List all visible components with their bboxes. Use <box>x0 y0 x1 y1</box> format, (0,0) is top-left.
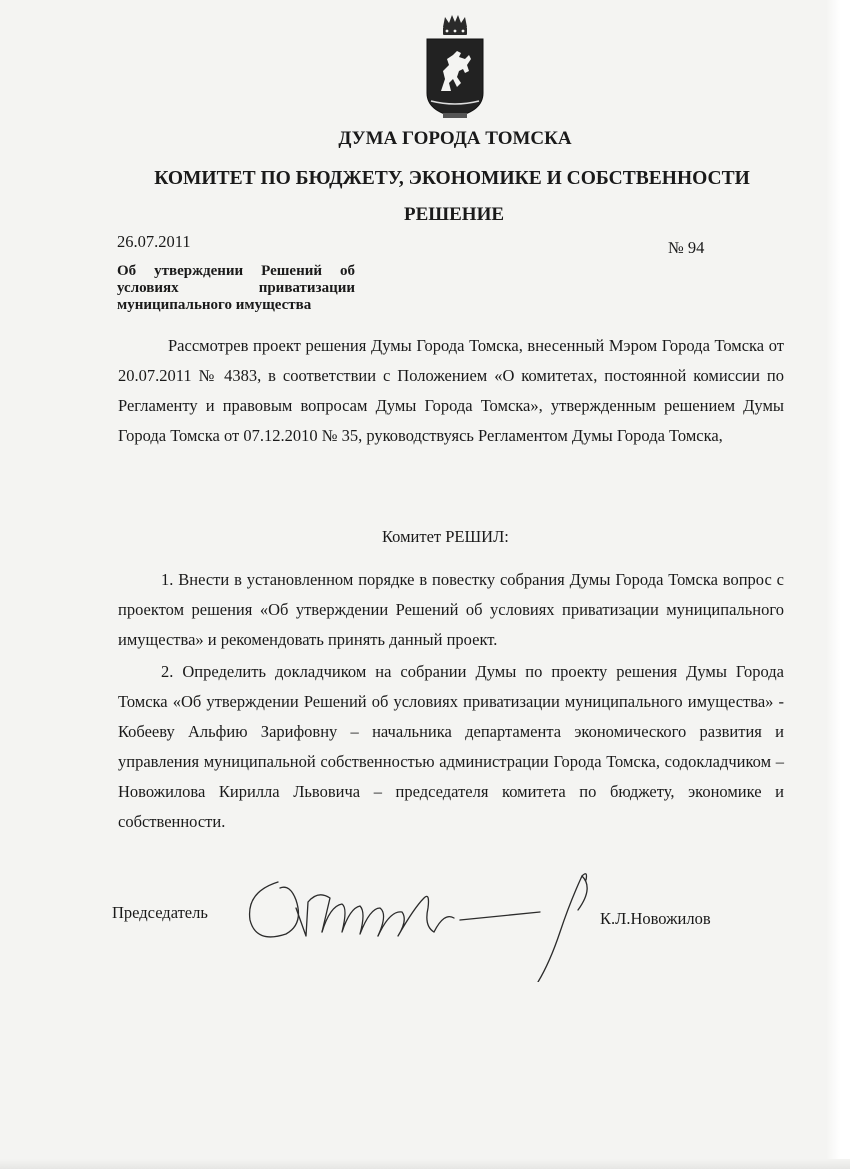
resolved-heading: Комитет РЕШИЛ: <box>382 527 509 546</box>
document-number: № 94 <box>668 238 705 257</box>
document-type: РЕШЕНИЕ <box>403 204 505 225</box>
scan-edge-bottom <box>0 1159 850 1169</box>
resolution-item-1: 1. Внести в установленном порядке в повестку собрания Думы Города Томска вопрос с проектом решения «Об утверждении Решений об условиях приватизации муниципального имущества» и рекомендовать принять данный проект. <box>118 570 784 649</box>
org-name: ДУМА ГОРОДА ТОМСКА <box>338 128 572 149</box>
signatory-name: К.Л.Новожилов <box>600 909 711 928</box>
resolution-item-2: 2. Определить докладчиком на собрании Думы по проекту решения Думы Города Томска «Об утверждении Решений об условиях приватизации муниципального имущества» - Кобееву Альфию Зарифовну – начальника департамента экономического развития и управления муниципальной собственностью администрации Города Томска, содокладчиком – Новожилова Кирилла Львовича – председателя комитета по бюджету, экономике и собственности. <box>118 662 784 831</box>
preamble-paragraph: Рассмотрев проект решения Думы Города Томска, внесенный Мэром Города Томска от 20.07.2011 № 4383, в соответствии с Положением «О комитетах, постоянной комиссии по Регламенту и правовым вопросам Думы Города Томска», утвержденным решением Думы Города Томска от 07.12.2010 № 35, руководствуясь Регламентом Думы Города Томска, <box>118 336 784 445</box>
document-subject: Об утверждении Решений об условиях приватизации муниципального имущества <box>117 263 355 313</box>
committee-name: КОМИТЕТ ПО БЮДЖЕТУ, ЭКОНОМИКЕ И СОБСТВЕННОСТИ <box>154 168 750 189</box>
tomsk-coat-of-arms-horse-icon <box>421 13 489 121</box>
handwritten-signature <box>238 862 618 982</box>
document-date: 26.07.2011 <box>117 232 191 251</box>
signatory-role: Председатель <box>112 903 208 922</box>
